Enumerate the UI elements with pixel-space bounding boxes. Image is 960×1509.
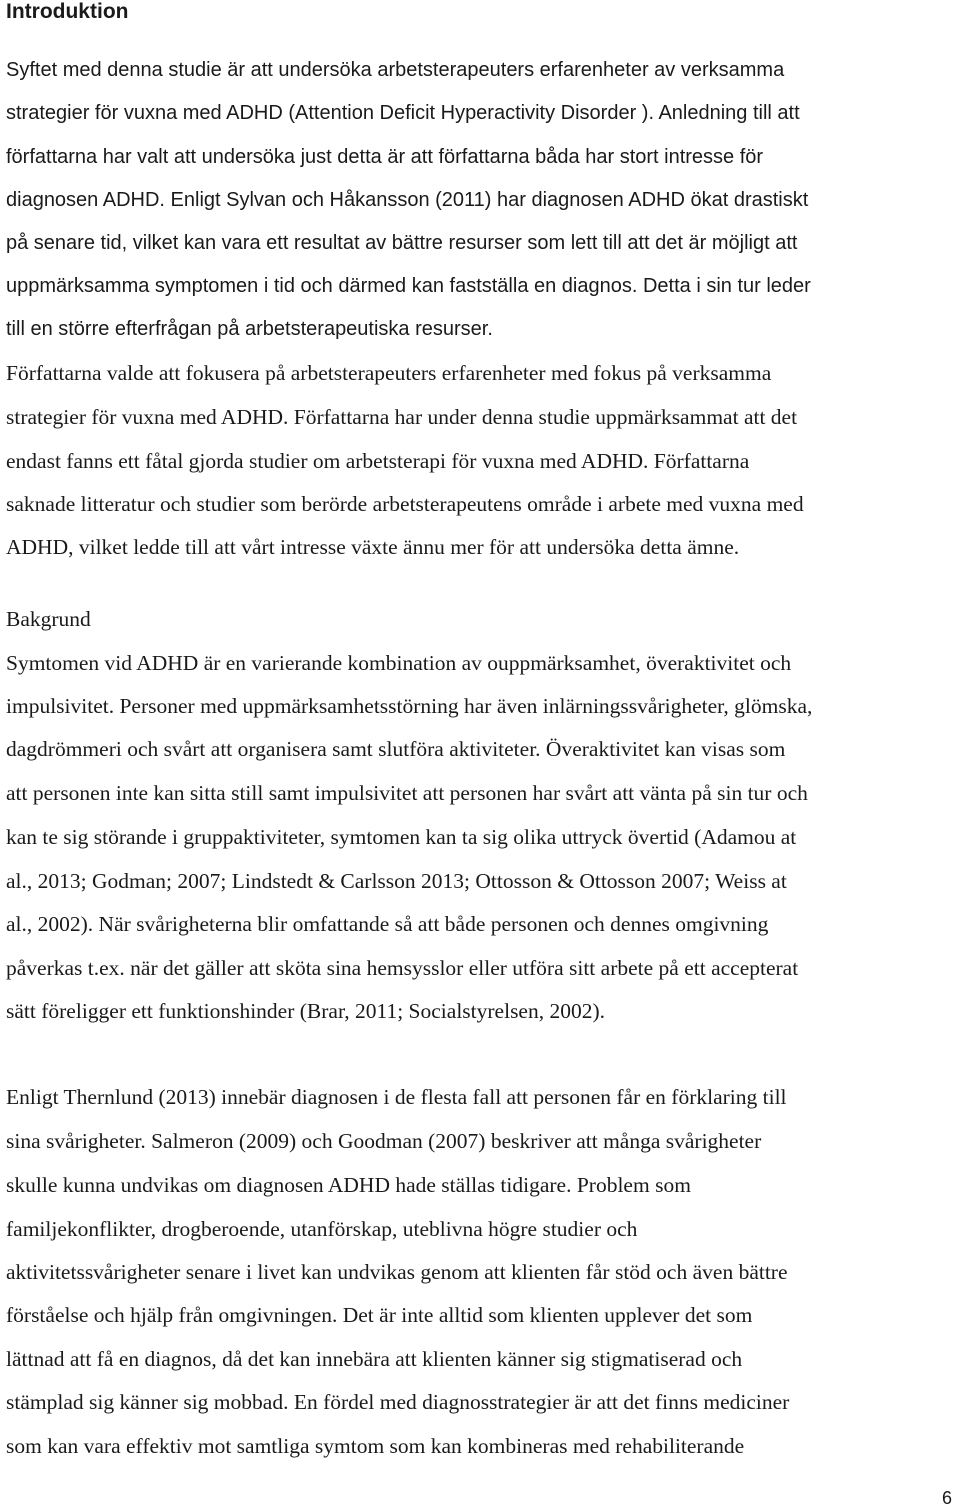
text-line: impulsivitet. Personer med uppmärksamhetsstörning har även inlärningssvårigheter, glömska, [6,694,813,718]
text-line: lättnad att få en diagnos, då det kan innebära att klienten känner sig stigmatiserad och [6,1347,743,1371]
text-line: sätt föreligger ett funktionshinder (Brar, 2011; Socialstyrelsen, 2002). [6,999,606,1023]
text-line: stämplad sig känner sig mobbad. En fördel med diagnosstrategier är att det finns mediciner [6,1390,790,1414]
text-line: till en större efterfrågan på arbetsterapeutiska resurser. [6,318,493,340]
text-line: författarna har valt att undersöka just detta är att författarna båda har stort intresse för [6,146,764,168]
text-line: som kan vara effektiv mot samtliga symtom som kan kombineras med rehabiliterande [6,1434,745,1458]
section-heading-introduktion: Introduktion [6,0,129,23]
text-line: al., 2013; Godman; 2007; Lindstedt & Carlsson 2013; Ottosson & Ottosson 2007; Weiss at [6,869,787,893]
text-line: dagdrömmeri och svårt att organisera samt slutföra aktiviteter. Överaktivitet kan visas som [6,737,786,761]
text-line: förståelse och hjälp från omgivningen. Det är inte alltid som klienten upplever det som [6,1303,753,1327]
text-line: på senare tid, vilket kan vara ett resultat av bättre resurser som lett till att det är möjligt att [6,232,798,254]
text-line: sina svårigheter. Salmeron (2009) och Goodman (2007) beskriver att många svårigheter [6,1129,762,1153]
section-heading-bakgrund: Bakgrund [6,607,91,631]
text-line: familjekonflikter, drogberoende, utanförskap, uteblivna högre studier och [6,1217,638,1241]
page-number: 6 [941,1488,952,1508]
text-line: ADHD, vilket ledde till att vårt intresse växte ännu mer för att undersöka detta ämne. [6,535,740,559]
text-line: Symtomen vid ADHD är en varierande kombination av ouppmärksamhet, överaktivitet och [6,651,792,675]
text-line: saknade litteratur och studier som berörde arbetsterapeutens område i arbete med vuxna med [6,492,804,516]
text-line: strategier för vuxna med ADHD (Attention Deficit Hyperactivity Disorder ). Anledning till att [6,102,800,124]
text-line: uppmärksamma symptomen i tid och därmed kan fastställa en diagnos. Detta i sin tur leder [6,275,811,297]
text-line: kan te sig störande i gruppaktiviteter, symtomen kan ta sig olika uttryck övertid (Adamou at [6,825,797,849]
text-line: skulle kunna undvikas om diagnosen ADHD hade ställas tidigare. Problem som [6,1173,691,1197]
text-line: Enligt Thernlund (2013) innebär diagnosen i de flesta fall att personen får en förklaring till [6,1085,787,1109]
text-line: aktivitetssvårigheter senare i livet kan undvikas genom att klienten får stöd och även bättre [6,1260,788,1284]
text-line: Författarna valde att fokusera på arbetsterapeuters erfarenheter med fokus på verksamma [6,361,772,385]
text-line: endast fanns ett fåtal gjorda studier om arbetsterapi för vuxna med ADHD. Författarna [6,449,750,473]
text-line: påverkas t.ex. när det gäller att sköta sina hemsysslor eller utföra sitt arbete på ett accepterat [6,956,799,980]
text-line: strategier för vuxna med ADHD. Författarna har under denna studie uppmärksammat att det [6,405,798,429]
text-line: Syftet med denna studie är att undersöka arbetsterapeuters erfarenheter av verksamma [6,59,785,81]
text-line: diagnosen ADHD. Enligt Sylvan och Håkansson (2011) har diagnosen ADHD ökat drastiskt [6,189,809,211]
text-line: al., 2002). När svårigheterna blir omfattande så att både personen och dennes omgivning [6,912,769,936]
text-line: att personen inte kan sitta still samt impulsivitet att personen har svårt att vänta på sin tur och [6,781,808,805]
